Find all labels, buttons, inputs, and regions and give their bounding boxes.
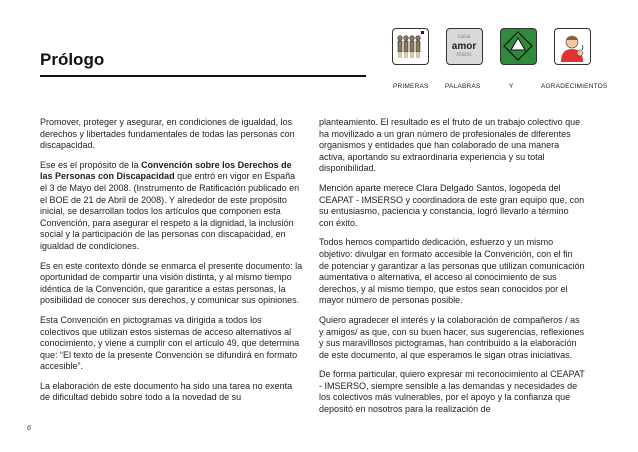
page-number: 6	[27, 425, 31, 432]
paragraph: La elaboración de este documento ha sido una tarea no exenta de dificultad debido sobre todo a la novedad de su	[40, 380, 293, 403]
words-card-icon	[446, 28, 483, 65]
page-title: Prólogo	[40, 50, 105, 69]
pictogram-primeras	[383, 28, 437, 65]
picto-label-agradecimientos: AGRADECIMIENTOS	[541, 83, 608, 90]
thanks-person-icon	[554, 28, 591, 65]
paragraph: Es en este contexto dónde se enmarca el presente documento: la oportunidad de compartir una visión distinta, y al mismo tiempo idéntica de la Convención, que garantice a estas personas, la posibilidad de conocer sus derechos, y comunicar sus opiniones.	[40, 260, 303, 306]
paragraph: Quiero agradecer el interés y la colaboración de compañeros / as y amigos/ as que, con su buen hacer, sus sugerencias, reflexiones y sus maravillosos pictogramas, han contribuido a la elaboración de este documento, al que esperamos le sigan otras iniciativas.	[319, 314, 585, 360]
picto-label-y: Y	[509, 83, 514, 90]
left-column	[40, 117, 303, 412]
pictogram-palabras	[437, 28, 491, 65]
paragraph: Esta Convención en pictogramas va dirigida a todos los colectivos que utilizan estos sistemas de acceso alternativos al conocimiento, y viene a cumplir con el artículo 49, que determina que: “El texto de la presente Convención se difundirá en formato accesible”.	[40, 314, 300, 372]
card-word-bottom: mano	[456, 52, 472, 58]
paragraph: Promover, proteger y asegurar, en condiciones de igualdad, los derechos y libertades fundamentales de todas las personas con discapacidad.	[40, 117, 295, 151]
pictogram-header	[383, 28, 599, 65]
paragraph: Ese es el propósito de la Convención sobre los Derechos de las Personas con Discapacidad que entró en vigor en España el 3 de Mayo del 2008. (Instrumento de Ratificación publicado en el BOE de 21 de Abril de 2008). Y alrededor de este propósito inicial, se desarrollan todos los artículos que componen esta Convención, para asegurar el respeto a la dignidad, la inclusión social y la participación de las personas con discapacidad, en igualdad de condiciones.	[40, 159, 300, 251]
paragraph: Mención aparte merece Clara Delgado Santos, logopeda del CEAPAT - IMSERSO y coordinadora de este gran equipo que, con su entusiasmo, paciencia y constancia, logró llevarlo a término con éxito.	[319, 182, 585, 228]
pictogram-agradecimientos	[545, 28, 599, 65]
title-rule	[40, 75, 366, 77]
paragraph: planteamiento. El resultado es el fruto de un trabajo colectivo que ha movilizado a un gran número de profesionales de diferentes organismos y entidades que han colaborado de una manera activa, aportando su extraordinaria experiencia y su total disponibilidad.	[319, 117, 581, 174]
picto-label-primeras: PRIMERAS	[393, 83, 429, 90]
picto-label-palabras: PALABRAS	[445, 83, 481, 90]
people-icon	[392, 28, 429, 65]
paragraph: De forma particular, quiero expresar mi reconocimiento al CEAPAT - IMSERSO, siempre sensible a las demandas y necesidades de los colectivos más vulnerables, por el apoyo y la confianza que depositó en nosotros para la realización de	[319, 369, 585, 415]
paragraph: Todos hemos compartido dedicación, esfuerzo y un mismo objetivo: divulgar en formato accesible la Convención, con el fin de potenciar y garantizar a las personas que utilizan comunicación aumentativa o alternativa, el acceso al conocimiento de sus derechos, y al mismo tiempo, que estos sean conocidos por el mayor número de personas posible.	[319, 237, 585, 306]
convention-title: Convención sobre los Derechos de las Personas con Discapacidad	[40, 159, 292, 182]
triangle-and-icon	[500, 28, 537, 65]
card-word-top: casa	[457, 34, 471, 40]
card-word-main: amor	[451, 41, 477, 52]
right-column	[319, 117, 585, 424]
pictogram-y	[491, 28, 545, 65]
